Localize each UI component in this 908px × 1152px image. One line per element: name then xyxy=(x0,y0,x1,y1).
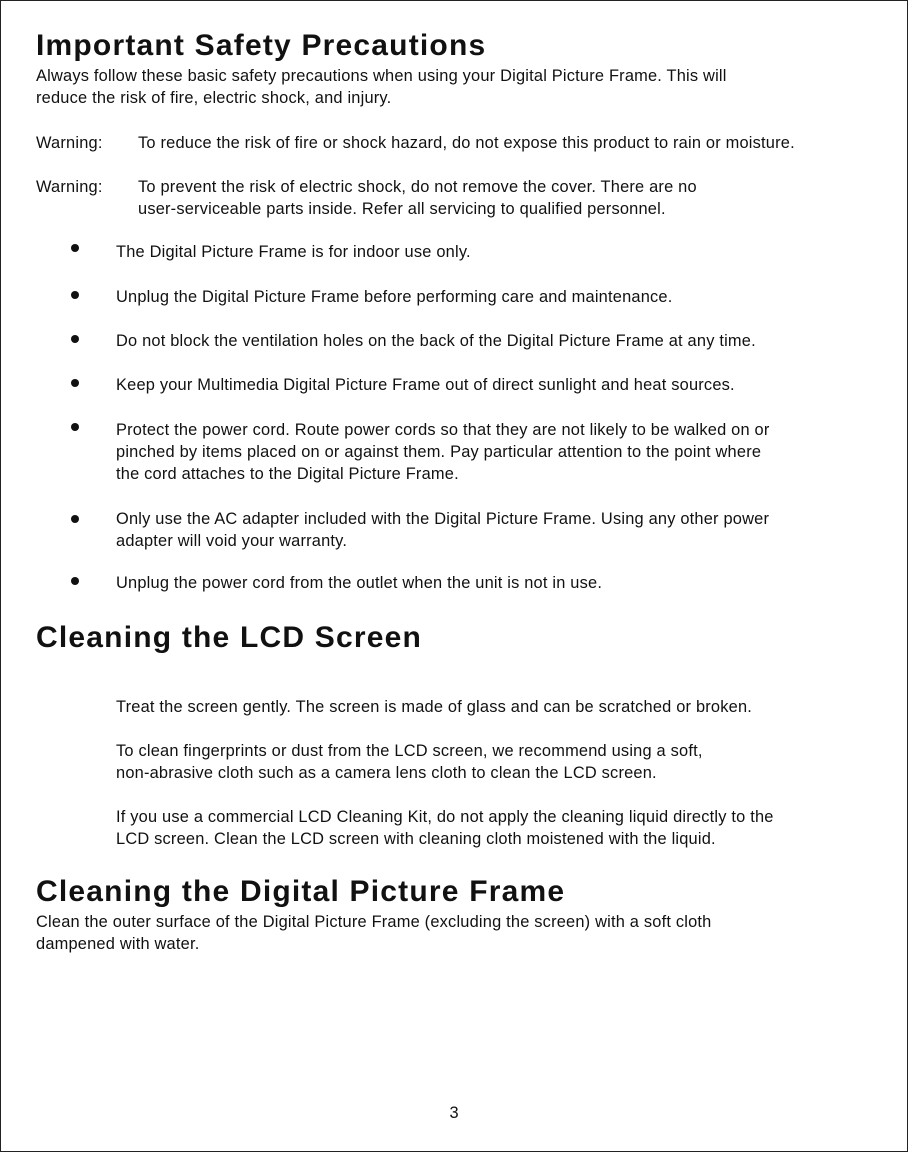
safety-heading: Important Safety Precautions xyxy=(36,29,487,62)
bullet-item-7: Unplug the power cord from the outlet when the unit is not in use. xyxy=(116,574,603,592)
bullet-item-5: Protect the power cord. Route power cords so that they are not likely to be walked on or pinched by items placed on or against them. Pay particular attention to the point where the cord attaches to the Digital Picture Frame. xyxy=(116,421,770,483)
bullet-dot xyxy=(71,244,79,252)
lcd-paragraph-2: To clean fingerprints or dust from the LCD screen, we recommend using a soft, non-abrasive cloth such as a camera lens cloth to clean the LCD screen. xyxy=(116,742,703,782)
page-number: 3 xyxy=(449,1104,459,1122)
bullet-dot xyxy=(71,423,79,431)
safety-intro: Always follow these basic safety precautions when using your Digital Picture Frame. This will reduce the risk of fire, electric shock, and injury. xyxy=(36,67,727,107)
bullet-item-4: Keep your Multimedia Digital Picture Frame out of direct sunlight and heat sources. xyxy=(116,376,735,394)
lcd-paragraph-1: Treat the screen gently. The screen is made of glass and can be scratched or broken. xyxy=(116,698,753,716)
bullet-item-1: The Digital Picture Frame is for indoor use only. xyxy=(116,243,471,261)
bullet-item-3: Do not block the ventilation holes on the back of the Digital Picture Frame at any time. xyxy=(116,332,756,350)
bullet-dot xyxy=(71,379,79,387)
warning-1-label: Warning: xyxy=(36,134,103,152)
frame-heading: Cleaning the Digital Picture Frame xyxy=(36,875,566,908)
warning-2-label: Warning: xyxy=(36,178,103,196)
bullet-dot xyxy=(71,291,79,299)
bullet-dot xyxy=(71,577,79,585)
bullet-item-2: Unplug the Digital Picture Frame before performing care and maintenance. xyxy=(116,288,673,306)
lcd-paragraph-3: If you use a commercial LCD Cleaning Kit, do not apply the cleaning liquid directly to the LCD screen. Clean the LCD screen with cleaning cloth moistened with the liquid. xyxy=(116,808,774,848)
lcd-heading: Cleaning the LCD Screen xyxy=(36,621,423,654)
warning-1-text: To reduce the risk of fire or shock hazard, do not expose this product to rain or moisture. xyxy=(138,134,795,152)
bullet-item-6: Only use the AC adapter included with the Digital Picture Frame. Using any other power adapter will void your warranty. xyxy=(116,510,770,550)
bullet-dot xyxy=(71,515,79,523)
frame-paragraph: Clean the outer surface of the Digital Picture Frame (excluding the screen) with a soft cloth dampened with water. xyxy=(36,913,712,953)
warning-2-text: To prevent the risk of electric shock, do not remove the cover. There are no user-serviceable parts inside. Refer all servicing to qualified personnel. xyxy=(138,178,697,218)
bullet-dot xyxy=(71,335,79,343)
